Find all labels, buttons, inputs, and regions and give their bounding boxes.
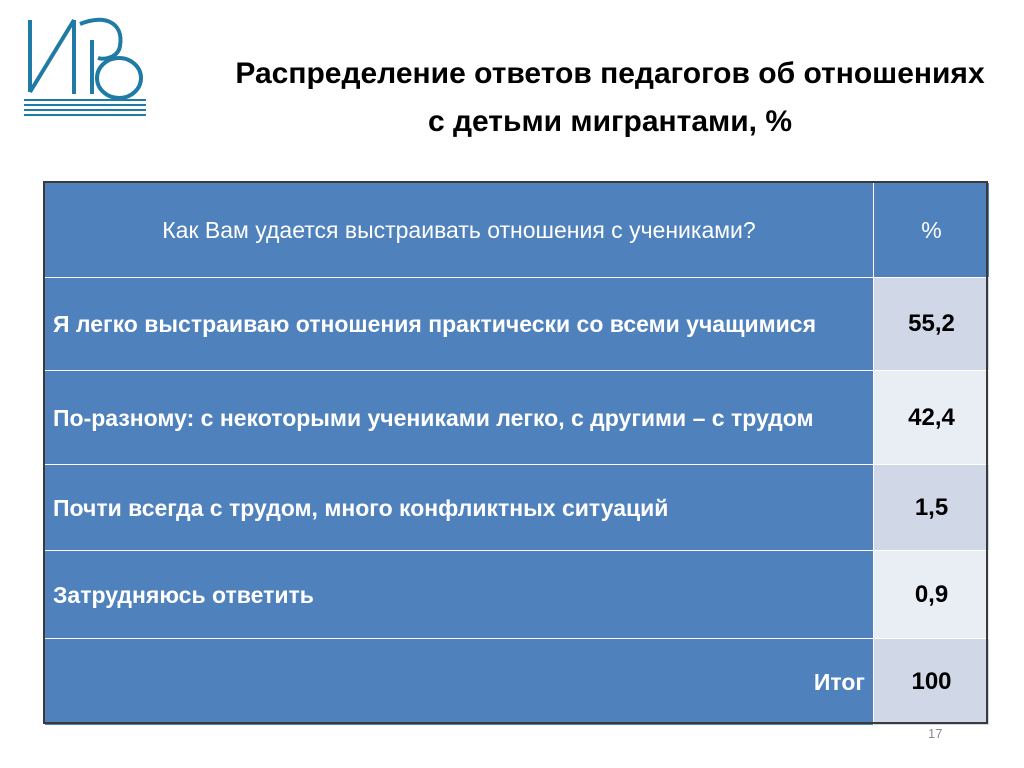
total-value: 100 (874, 639, 990, 726)
total-label: Итог (45, 639, 874, 726)
answer-label: По-разному: с некоторыми учениками легко, с другими – с трудом (45, 371, 874, 465)
page-number: 17 (928, 726, 943, 741)
table-row (45, 371, 990, 465)
table-total-row (45, 639, 990, 726)
answer-label: Я легко выстраиваю отношения практически со всеми учащимися (45, 278, 874, 371)
table-row (45, 551, 990, 639)
table-header-row (45, 183, 990, 278)
answer-value: 55,2 (874, 278, 990, 371)
survey-table (44, 182, 990, 726)
answer-value: 42,4 (874, 371, 990, 465)
answer-label: Затрудняюсь ответить (45, 551, 874, 639)
logo (24, 14, 146, 124)
answer-label: Почти всегда с трудом, много конфликтных ситуаций (45, 465, 874, 551)
percent-header: % (874, 183, 990, 278)
question-header: Как Вам удается выстраивать отношения с учениками? (45, 183, 874, 278)
answer-value: 1,5 (874, 465, 990, 551)
answer-value: 0,9 (874, 551, 990, 639)
page-title: Распределение ответов педагогов об отношениях с детьми мигрантами, % (235, 57, 985, 138)
table-row (45, 278, 990, 371)
table-row (45, 465, 990, 551)
